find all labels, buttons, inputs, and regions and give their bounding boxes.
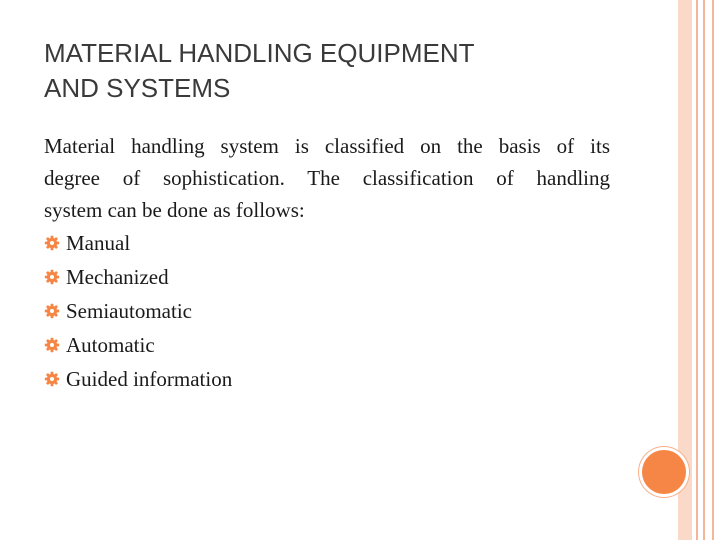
gear-bullet-icon [44, 371, 60, 387]
intro-line: system can be done as follows: [44, 198, 305, 222]
list-item [44, 226, 610, 260]
gear-bullet-icon [44, 337, 60, 353]
list-item-label: Guided information [66, 367, 233, 391]
title-line: AND SYSTEMS [44, 73, 231, 103]
list-item [44, 328, 610, 362]
gear-bullet-icon [44, 235, 60, 251]
intro-line: degree of sophistication. The classification of handling [44, 166, 610, 190]
slide-title [44, 36, 644, 106]
decorative-line [696, 0, 698, 540]
slide-body [44, 130, 610, 396]
title-line: MATERIAL HANDLING EQUIPMENT [44, 38, 475, 68]
list-item-label: Manual [66, 231, 131, 255]
decorative-line [703, 0, 705, 540]
classification-list [44, 226, 610, 396]
list-item-label: Semiautomatic [66, 299, 192, 323]
list-item-label: Automatic [66, 333, 155, 357]
gear-bullet-icon [44, 269, 60, 285]
decorative-circle [642, 450, 686, 494]
intro-paragraph [44, 130, 610, 226]
list-item [44, 260, 610, 294]
list-item [44, 362, 610, 396]
intro-line: Material handling system is classified on the basis of its [44, 134, 610, 158]
decorative-line [712, 0, 714, 540]
gear-bullet-icon [44, 303, 60, 319]
list-item [44, 294, 610, 328]
list-item-label: Mechanized [66, 265, 169, 289]
